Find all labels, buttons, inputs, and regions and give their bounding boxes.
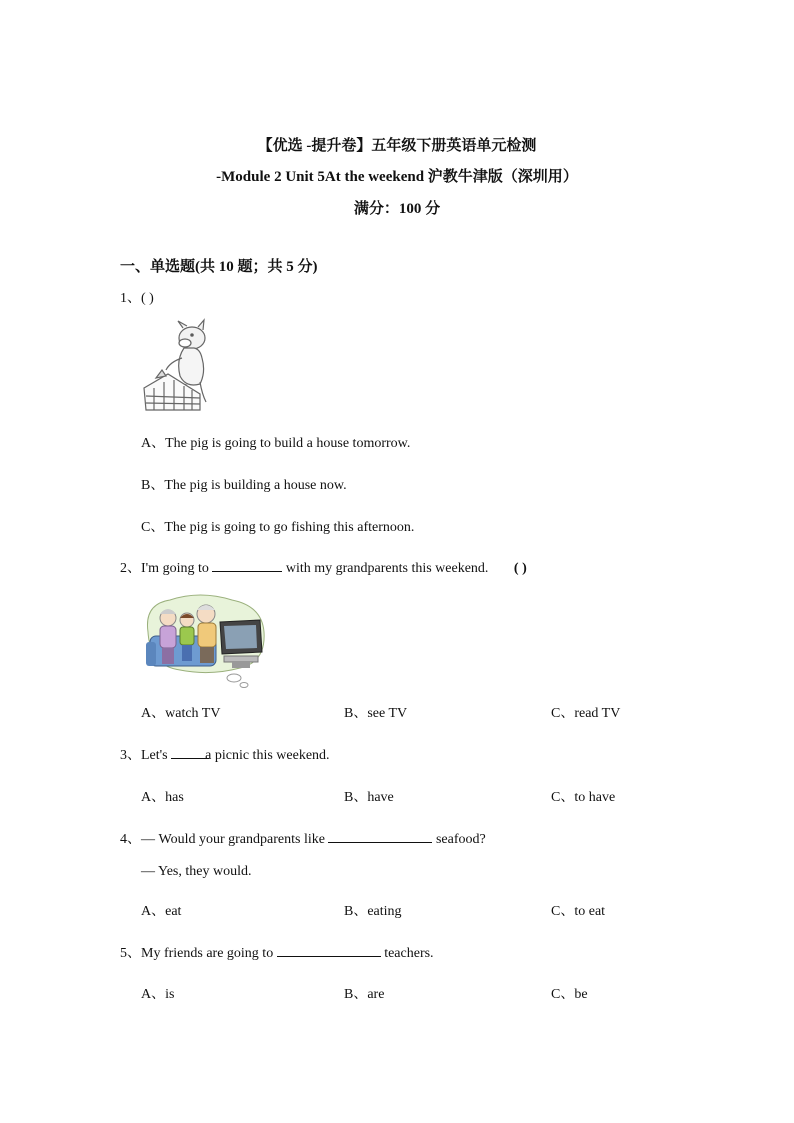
option-text: is	[165, 987, 175, 1002]
question-number: 1、	[120, 291, 141, 306]
option-2a[interactable]	[141, 702, 220, 722]
option-letter: B、	[344, 706, 368, 721]
question-stem-end: teachers.	[384, 946, 434, 961]
question-stem-end: a picnic this weekend.	[205, 748, 330, 763]
question-number: 5、	[120, 946, 141, 961]
question-4	[120, 828, 486, 848]
option-letter: C、	[551, 904, 575, 919]
question-number: 4、	[120, 832, 141, 847]
answer-blank[interactable]	[328, 830, 432, 843]
question-stem-start: I'm going to	[141, 561, 209, 576]
option-text: to have	[574, 790, 616, 805]
option-letter: A、	[141, 706, 166, 721]
option-letter: C、	[551, 987, 575, 1002]
option-letter: A、	[141, 436, 166, 451]
option-text: are	[367, 987, 385, 1002]
question-stem-end: with my grandparents this weekend.	[285, 561, 489, 576]
page-title: 【优选 -提升卷】五年级下册英语单元检测	[257, 138, 537, 154]
option-1c[interactable]	[141, 516, 414, 536]
option-letter: A、	[141, 987, 166, 1002]
option-letter: A、	[141, 790, 166, 805]
question-3	[120, 744, 330, 764]
family-watching-tv-illustration	[140, 592, 268, 688]
option-letter: B、	[344, 790, 368, 805]
question-stem-start: — Would your grandparents like	[141, 832, 325, 847]
answer-blank[interactable]	[212, 559, 282, 572]
question-5	[120, 942, 434, 962]
option-text: The pig is going to build a house tomorrow.	[165, 436, 411, 451]
option-text: be	[574, 987, 588, 1002]
answer-blank[interactable]	[277, 944, 381, 957]
option-text: read TV	[574, 706, 621, 721]
question-1	[120, 287, 154, 307]
option-3c[interactable]	[551, 786, 615, 806]
answer-blank[interactable]	[171, 746, 209, 759]
pig-building-wall-illustration	[140, 318, 210, 414]
option-text: have	[367, 790, 394, 805]
option-text: to eat	[574, 904, 606, 919]
option-3a[interactable]	[141, 786, 184, 806]
question-number: 3、	[120, 748, 141, 763]
option-1b[interactable]	[141, 474, 347, 494]
option-4a[interactable]	[141, 900, 181, 920]
option-2c[interactable]	[551, 702, 620, 722]
answer-parentheses: ( )	[141, 291, 154, 306]
option-5a[interactable]	[141, 983, 174, 1003]
page-subtitle: -Module 2 Unit 5At the weekend 沪教牛津版（深圳用）	[216, 169, 578, 185]
option-text: has	[165, 790, 184, 805]
option-4c[interactable]	[551, 900, 605, 920]
question-number: 2、	[120, 561, 141, 576]
question-stem-start: Let's	[141, 748, 168, 763]
option-letter: B、	[141, 478, 165, 493]
option-letter: C、	[551, 790, 575, 805]
answer-parentheses: ( )	[513, 561, 527, 576]
option-text: see TV	[367, 706, 408, 721]
option-letter: A、	[141, 904, 166, 919]
full-score: 满分：100 分	[353, 201, 441, 217]
option-2b[interactable]	[344, 702, 407, 722]
option-1a[interactable]	[141, 432, 410, 452]
question-stem-end: seafood?	[435, 832, 486, 847]
option-letter: C、	[141, 520, 165, 535]
option-text: eat	[165, 904, 182, 919]
option-text: The pig is going to go fishing this afternoon.	[164, 520, 415, 535]
option-5b[interactable]	[344, 983, 384, 1003]
option-letter: B、	[344, 904, 368, 919]
option-text: eating	[367, 904, 402, 919]
option-4b[interactable]	[344, 900, 402, 920]
question-2	[120, 557, 527, 577]
option-text: watch TV	[165, 706, 221, 721]
section-heading: 一、单选题(共 10 题；共 5 分)	[120, 259, 318, 275]
option-3b[interactable]	[344, 786, 394, 806]
option-letter: B、	[344, 987, 368, 1002]
option-text: The pig is building a house now.	[164, 478, 347, 493]
question-stem-start: My friends are going to	[141, 946, 274, 961]
option-letter: C、	[551, 706, 575, 721]
dialogue-reply: — Yes, they would.	[141, 864, 252, 879]
option-5c[interactable]	[551, 983, 588, 1003]
